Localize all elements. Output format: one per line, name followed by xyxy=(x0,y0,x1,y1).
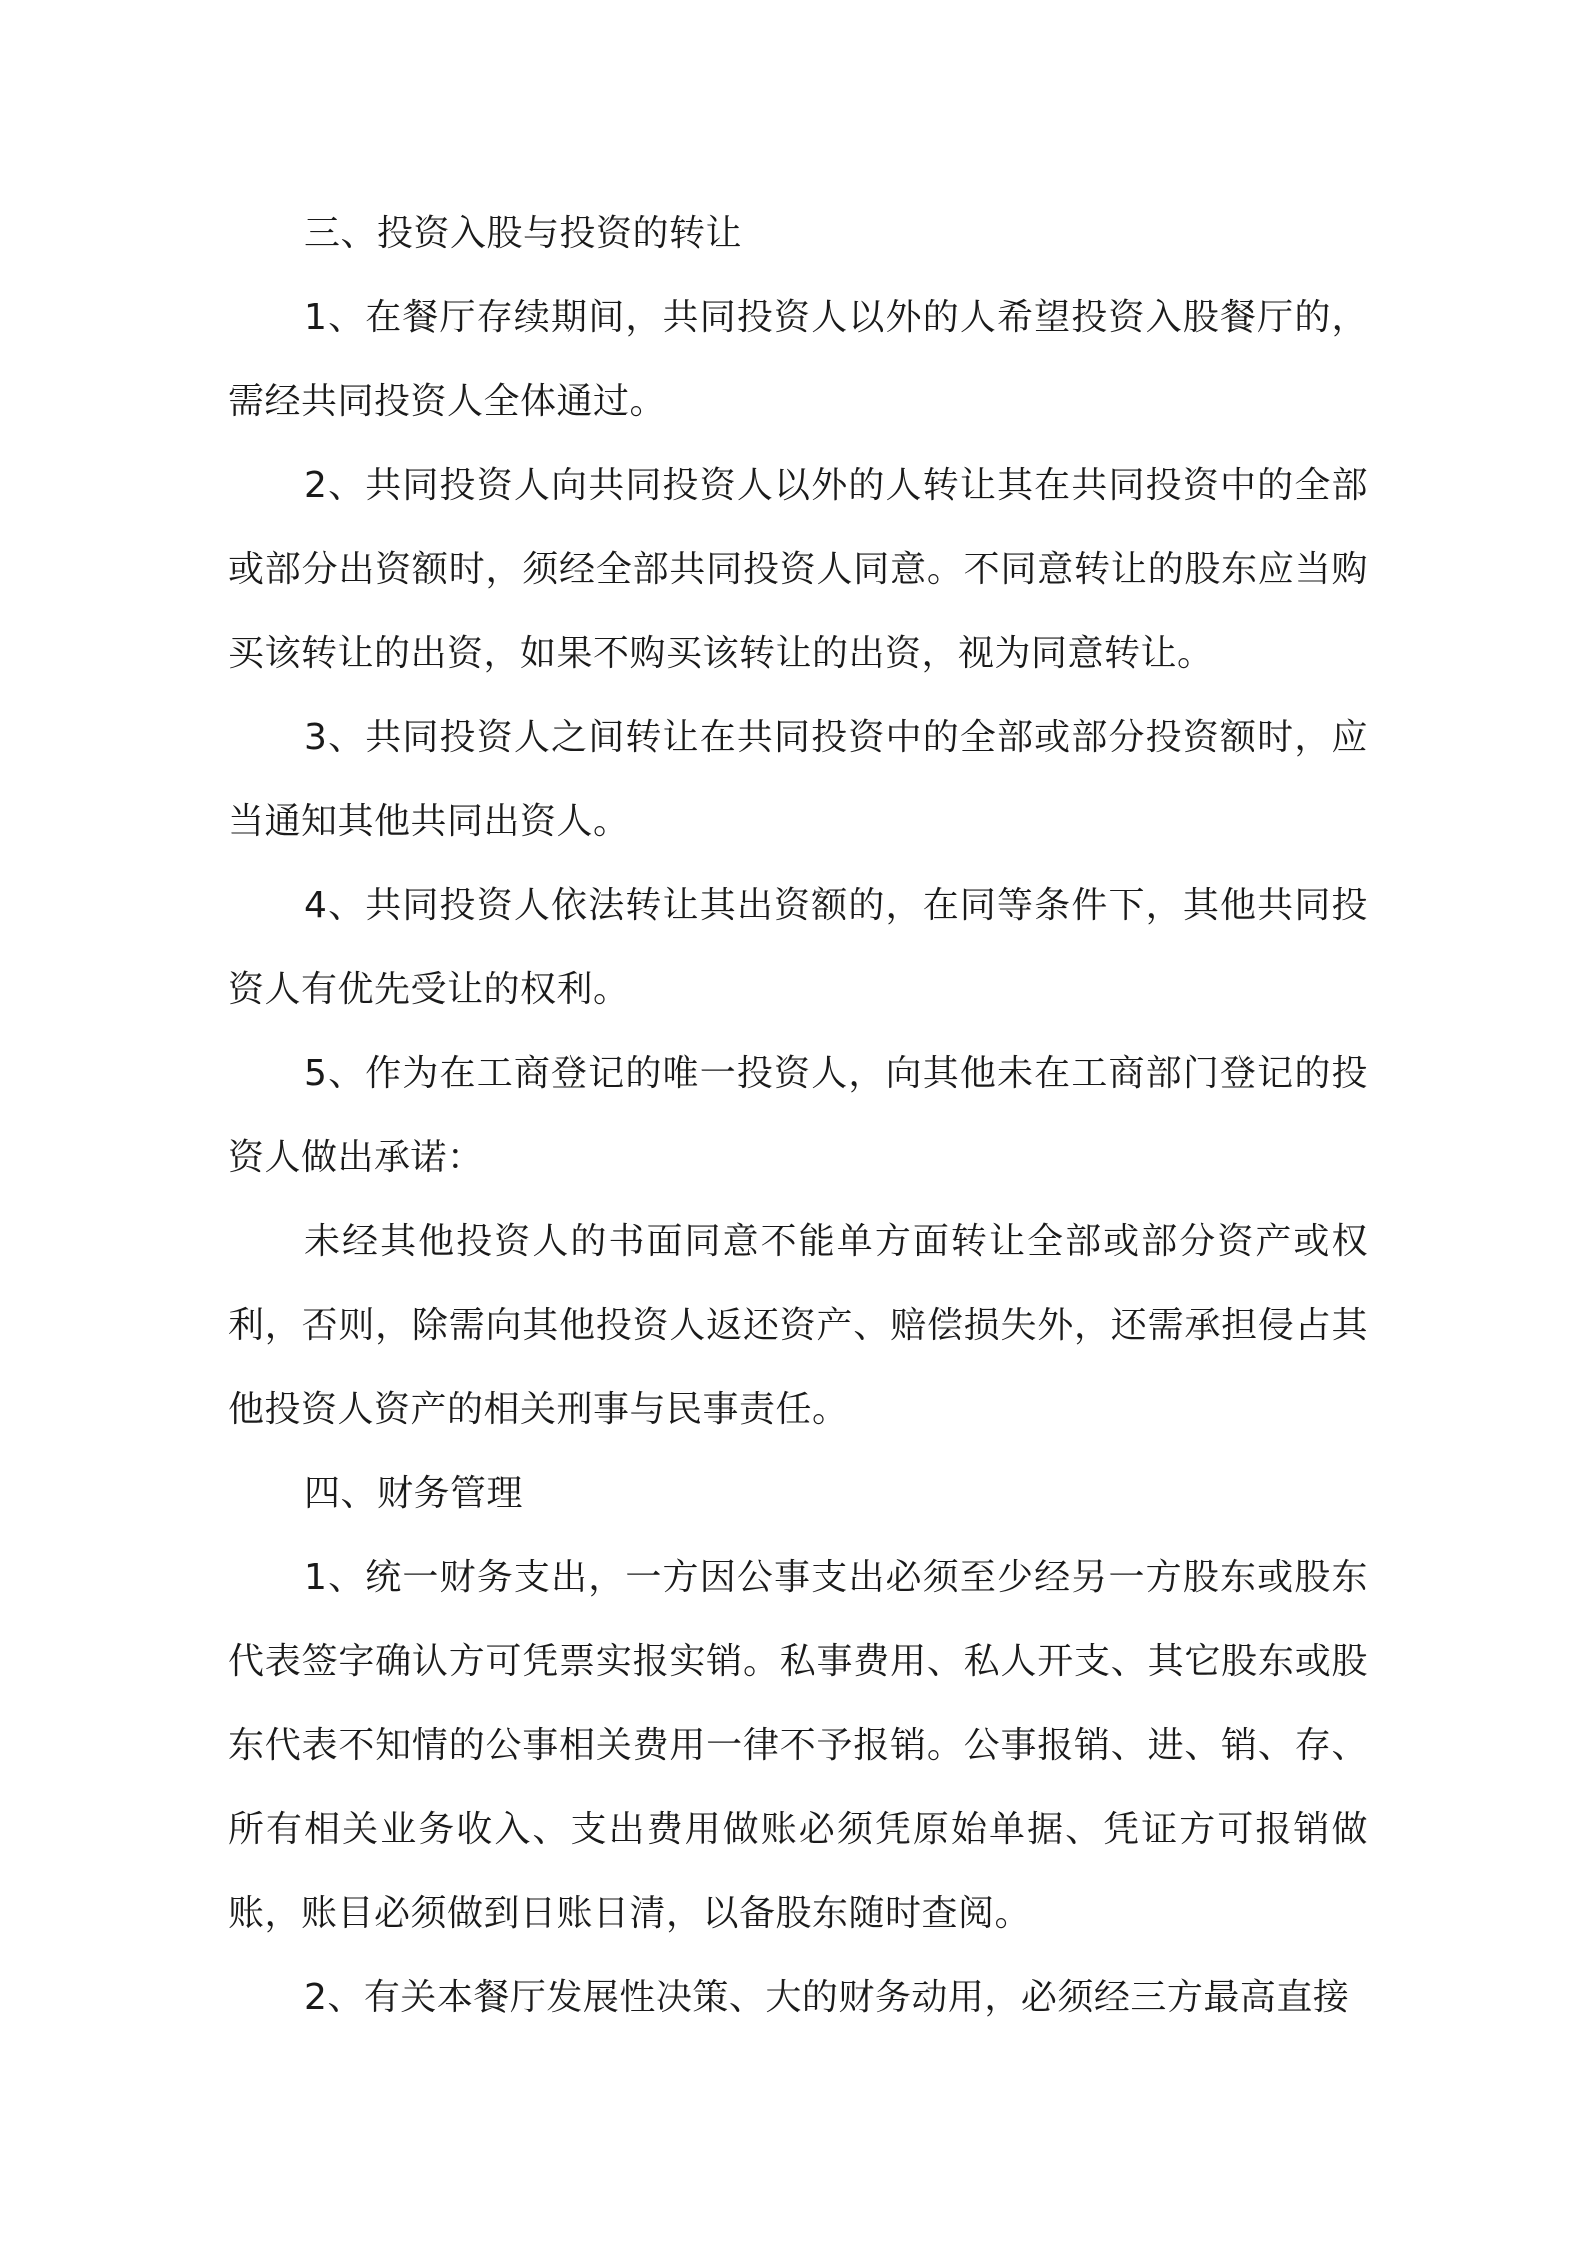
clause-4-2: 2、有关本餐厅发展性决策、大的财务动用，必须经三方最高直接 xyxy=(304,1977,1350,2018)
clause-3-3: 3、共同投资人之间转让在共同投资中的全部或部分投资额时，应当通知其他共同出资人。 xyxy=(228,717,1368,842)
clause-4-1: 1、统一财务支出，一方因公事支出必须至少经另一方股东或股东代表签字确认方可凭票实报实销。私事费用、私人开支、其它股东或股东代表不知情的公事相关费用一律不予报销。公事报销、进、销、存、所有相关业务收入、支出费用做账必须凭原始单据、凭证方可报销做账，账目必须做到日账日清，以备股东随时查阅。 xyxy=(228,1557,1368,1934)
clause-3-1: 1、在餐厅存续期间，共同投资人以外的人希望投资入股餐厅的，需经共同投资人全体通过。 xyxy=(228,297,1368,422)
section-heading-investment-transfer: 三、投资入股与投资的转让 xyxy=(304,213,743,254)
clause-3-5: 5、作为在工商登记的唯一投资人，向其他未在工商部门登记的投资人做出承诺： xyxy=(228,1053,1368,1178)
clause-3-5-commitment: 未经其他投资人的书面同意不能单方面转让全部或部分资产或权利，否则，除需向其他投资人返还资产、赔偿损失外，还需承担侵占其他投资人资产的相关刑事与民事责任。 xyxy=(228,1221,1368,1430)
clause-3-2: 2、共同投资人向共同投资人以外的人转让其在共同投资中的全部或部分出资额时，须经全部共同投资人同意。不同意转让的股东应当购买该转让的出资，如果不购买该转让的出资，视为同意转让。 xyxy=(228,465,1368,674)
section-heading-financial-management: 四、财务管理 xyxy=(304,1473,524,1514)
clause-3-4: 4、共同投资人依法转让其出资额的，在同等条件下，其他共同投资人有优先受让的权利。 xyxy=(228,885,1368,1010)
document-page xyxy=(228,192,1368,2040)
